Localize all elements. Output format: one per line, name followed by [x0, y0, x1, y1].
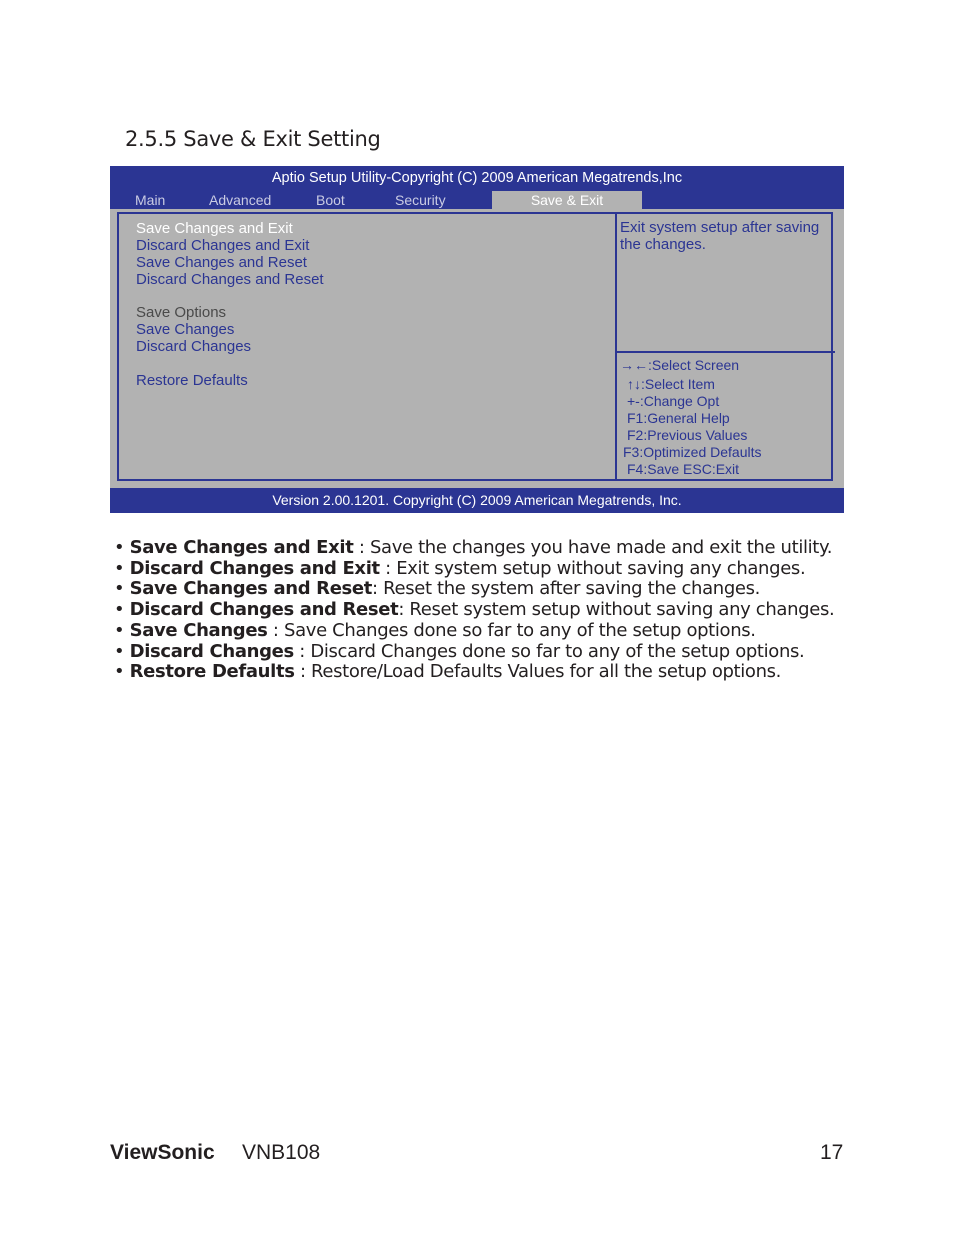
- menu-discard-changes[interactable]: Discard Changes: [136, 338, 252, 355]
- list-item: • Save Changes and Reset: Reset the system after saving the changes.: [114, 578, 761, 600]
- bios-footer: Version 2.00.1201. Copyright (C) 2009 American Megatrends, Inc.: [110, 488, 844, 513]
- tab-save-exit-label: Save & Exit: [530, 192, 604, 208]
- key-change-opt: +-:Change Opt: [627, 393, 720, 409]
- help-text: Exit system setup after saving the changes.: [620, 219, 820, 253]
- menu-save-changes-and-reset[interactable]: Save Changes and Reset: [136, 254, 307, 271]
- page-number: 17: [820, 1141, 844, 1164]
- tab-save-exit[interactable]: [492, 191, 642, 209]
- bios-tab-bar: [110, 190, 844, 209]
- term: Restore Defaults: [129, 661, 295, 683]
- menu-discard-changes-and-reset[interactable]: Discard Changes and Reset: [136, 271, 324, 288]
- definition: Discard Changes done so far to any of the setup options.: [310, 640, 805, 662]
- tab-security[interactable]: Security: [395, 192, 446, 208]
- footer-brand: ViewSonic: [110, 1141, 215, 1164]
- bios-main-frame: [117, 212, 833, 481]
- definition: Save Changes done so far to any of the setup options.: [284, 619, 756, 641]
- definition: Exit system setup without saving any changes.: [396, 557, 806, 579]
- menu-restore-defaults[interactable]: Restore Defaults: [136, 372, 248, 389]
- list-item: • Save Changes : Save Changes done so far to any of the setup options.: [114, 619, 756, 641]
- bios-header: Aptio Setup Utility-Copyright (C) 2009 American Megatrends,Inc: [110, 166, 844, 190]
- term: Discard Changes and Reset: [129, 599, 399, 621]
- list-item: • Restore Defaults : Restore/Load Defaults Values for all the setup options.: [114, 661, 782, 683]
- option-descriptions: [114, 538, 934, 683]
- bios-screenshot: [110, 166, 844, 513]
- save-options-heading: Save Options: [136, 304, 227, 321]
- definition: Restore/Load Defaults Values for all the setup options.: [311, 661, 782, 683]
- definition: Reset system setup without saving any changes.: [409, 599, 835, 621]
- key-optimized-defaults: F3:Optimized Defaults: [623, 444, 762, 460]
- key-general-help: F1:General Help: [627, 410, 730, 426]
- tab-advanced[interactable]: Advanced: [209, 192, 272, 208]
- term: Save Changes: [129, 619, 268, 641]
- definition: Save the changes you have made and exit the utility.: [369, 537, 833, 558]
- help-pane: [615, 214, 833, 479]
- menu-save-changes[interactable]: Save Changes: [136, 321, 235, 338]
- term: Save Changes and Reset: [129, 578, 373, 600]
- section-title: 2.5.5 Save & Exit Setting: [125, 127, 381, 151]
- term: Save Changes and Exit: [129, 537, 354, 558]
- menu-discard-changes-and-exit[interactable]: Discard Changes and Exit: [136, 237, 310, 254]
- key-select-screen: →←:Select Screen: [620, 357, 740, 373]
- list-item: • Discard Changes and Reset: Reset system setup without saving any changes.: [114, 599, 835, 621]
- menu-save-changes-and-exit[interactable]: Save Changes and Exit: [136, 220, 293, 237]
- list-item: • Discard Changes : Discard Changes done so far to any of the setup options.: [114, 640, 805, 662]
- tab-main[interactable]: Main: [135, 192, 166, 208]
- menu-pane: [119, 214, 615, 479]
- definition: Reset the system after saving the changes.: [383, 578, 761, 600]
- tab-boot[interactable]: Boot: [316, 192, 345, 208]
- help-divider: [617, 351, 835, 353]
- key-previous-values: F2:Previous Values: [627, 427, 748, 443]
- term: Discard Changes: [129, 640, 294, 662]
- key-save-exit: F4:Save ESC:Exit: [627, 461, 740, 477]
- list-item: • Save Changes and Exit : Save the changes you have made and exit the utility.: [114, 537, 833, 558]
- term: Discard Changes and Exit: [129, 557, 380, 579]
- key-select-item: ↑↓:Select Item: [627, 376, 715, 392]
- footer-model: VNB108: [242, 1141, 321, 1164]
- list-item: • Discard Changes and Exit : Exit system setup without saving any changes.: [114, 557, 806, 579]
